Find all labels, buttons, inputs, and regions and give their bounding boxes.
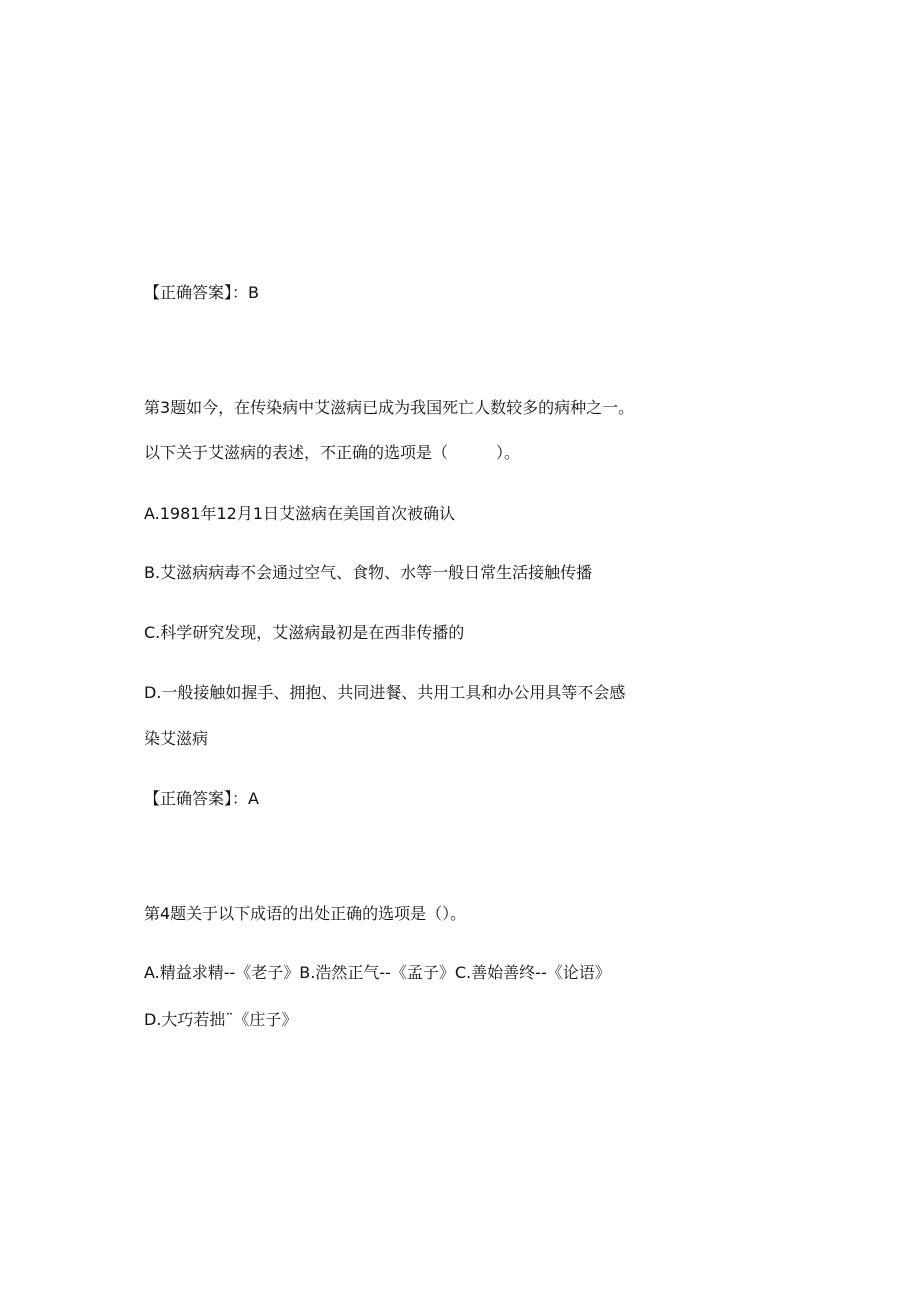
q3-option-a: A.1981年12月1日艾滋病在美国首次被确认 xyxy=(144,504,456,523)
q3-correct-answer: 【正确答案】：A xyxy=(144,789,259,808)
q2-correct-answer: 【正确答案】：B xyxy=(144,283,259,302)
q3-option-d-line1: D.一般接触如握手、拥抱、共同进餐、共用工具和办公用具等不会感 xyxy=(144,683,626,702)
q4-options-line1: A.精益求精--《老子》B.浩然正气--《孟子》C.善始善终--《论语》 xyxy=(144,963,611,982)
q3-question-stem-line1: 第3题如今，在传染病中艾滋病已成为我国死亡人数较多的病种之一。 xyxy=(144,398,635,417)
q4-question-stem: 第4题关于以下成语的出处正确的选项是（）。 xyxy=(144,904,467,923)
q4-options-line2: D.大巧若拙¨《庄子》 xyxy=(144,1010,298,1029)
q3-option-c: C.科学研究发现，艾滋病最初是在西非传播的 xyxy=(144,623,465,642)
q3-question-stem-line2: 以下关于艾滋病的表述，不正确的选项是（ ）。 xyxy=(144,443,521,462)
q3-option-d-line2: 染艾滋病 xyxy=(144,729,209,748)
q3-option-b: B.艾滋病病毒不会通过空气、食物、水等一般日常生活接触传播 xyxy=(144,563,593,582)
